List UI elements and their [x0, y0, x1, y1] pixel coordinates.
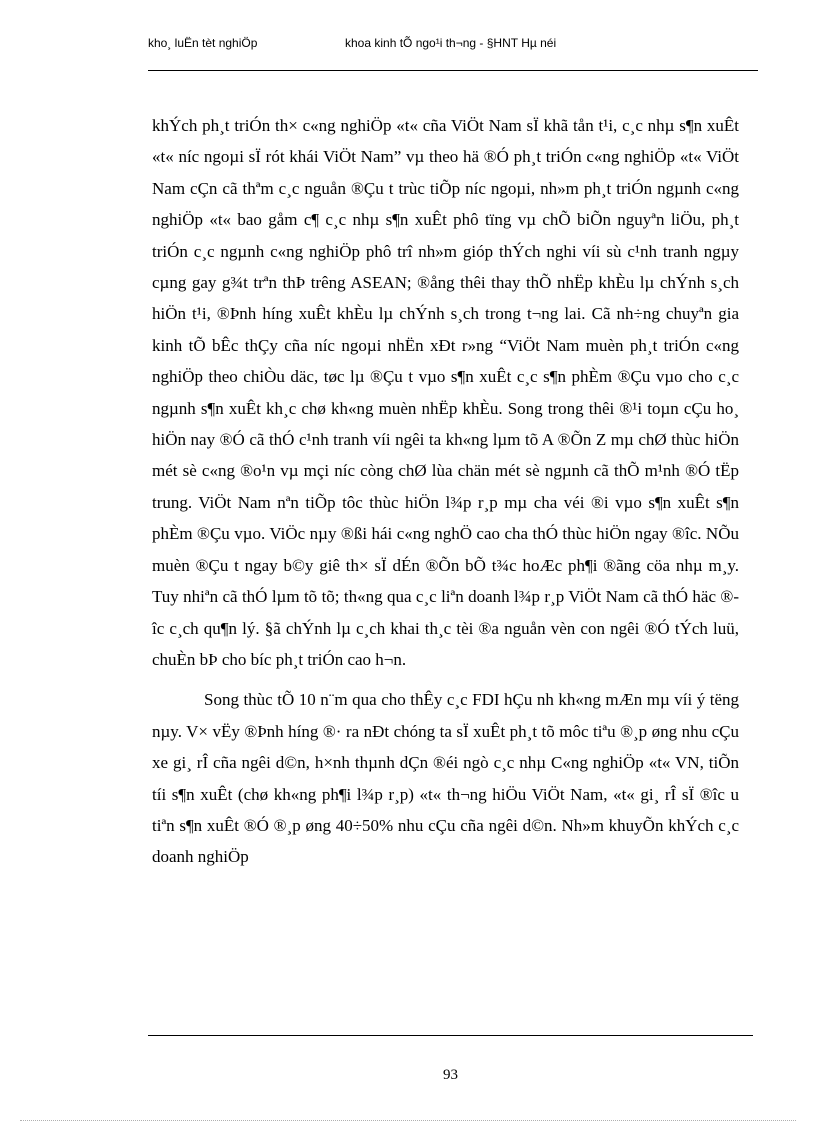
paragraph-2: Song thùc tÕ 10 n¨m qua cho thÊy c¸c FDI hÇu nh kh«ng mÆn mµ víi ý tëng nµy. V× vËy ®Þnh híng ®· ra nÐt chóng ta sÏ xuÊt ph¸t tõ môc tiªu ®¸p øng nhu cÇu xe gi¸ rÎ cña ngêi d©n, h×nh thµnh dÇn ®éi ngò c¸c nhµ C«ng nghiÖp «t« VN, tiÕn tíi s¶n xuÊt (chø kh«ng ph¶i l¾p r¸p) «t« th¬ng hiÖu ViÖt Nam, «t« gi¸ rÎ sÏ ®îc u tiªn s¶n xuÊt ®Ó ®¸p øng 40÷50% nhu cÇu cña ngêi d©n. Nh»m khuyÕn khÝch c¸c doanh nghiÖp — [152, 690, 739, 867]
header-faculty-label: khoa kinh tÕ ngo¹i th¬ng - §HNT Hµ néi — [345, 36, 557, 50]
page-number: 93 — [443, 1067, 458, 1083]
body-text — [152, 110, 739, 873]
page-bottom-edge — [20, 1120, 796, 1121]
running-header — [148, 36, 758, 56]
header-divider — [148, 70, 758, 71]
header-thesis-label: kho¸ luËn tèt nghiÖp — [148, 36, 258, 50]
paragraph-1: khÝch ph¸t triÓn th× c«ng nghiÖp «t« cña ViÖt Nam sÏ khã tån t¹i, c¸c nhµ s¶n xuÊt «t« níc ngoµi sÏ rót khái ViÖt Nam” vµ theo hä ®Ó ph¸t triÓn c«ng nghiÖp «t« ViÖt Nam cÇn cã thªm c¸c nguån ®Çu t trùc tiÕp níc ngoµi, nh»m ph¸t triÓn ngµnh c«ng nghiÖp «t« bao gåm c¶ c¸c nhµ s¶n xuÊt phô tïng vµ chÕ biÕn nguyªn liÖu, ph¸t triÓn c¸c ngµnh c«ng nghiÖp phô trî nh»m gióp thÝch nghi víi sù c¹nh tranh ngµy cµng gay g¾t trªn thÞ trêng ASEAN; ®ång thêi thay thÕ nhËp khÈu lµ chÝnh s¸ch hiÖn t¹i, ®Þnh híng xuÊt khÈu lµ chÝnh s¸ch trong t¬ng lai. Cã nh÷ng chuyªn gia kinh tÕ bÊc thÇy cña níc ngoµi nhËn xÐt r»ng “ViÖt Nam muèn ph¸t triÓn c«ng nghiÖp theo chiÒu däc, tøc lµ ®Çu t vµo s¶n xuÊt c¸c s¶n phÈm ®Çu vµo cho c¸c ngµnh s¶n xuÊt kh¸c chø kh«ng muèn nhËp khÈu. Song trong thêi ®¹i toµn cÇu ho¸ hiÖn nay ®Ó cã thÓ c¹nh tranh víi ngêi ta kh«ng lµm tõ A ®Õn Z mµ chØ thùc hiÖn mét sè c«ng ®o¹n vµ mçi níc còng chØ lùa chän mét sè ngµnh cã thÕ m¹nh ®Ó tËp trung. ViÖt Nam nªn tiÕp tôc thùc hiÖn l¾p r¸p mµ cha véi ®i vµo s¶n xuÊt s¶n phÈm ®Çu vµo. ViÖc nµy ®ßi hái c«ng nghÖ cao cha thÓ thùc hiÖn ngay ®îc. NÕu muèn ®Çu t ngay b©y giê th× sÏ dÉn ®Õn bÕ t¾c hoÆc ph¶i ®ãng cöa nhµ m¸y. Tuy nhiªn cã thÓ lµm tõ tõ; th«ng qua c¸c liªn doanh l¾p r¸p ViÖt Nam cã thÓ häc ®îc c¸ch qu¶n lý. §ã chÝnh lµ c¸ch khai th¸c tèi ®a nguån vèn con ngêi ®Ó tÝch luü, chuÈn bÞ cho bíc ph¸t triÓn cao h¬n. — [152, 116, 739, 669]
footer-divider — [148, 1035, 753, 1036]
